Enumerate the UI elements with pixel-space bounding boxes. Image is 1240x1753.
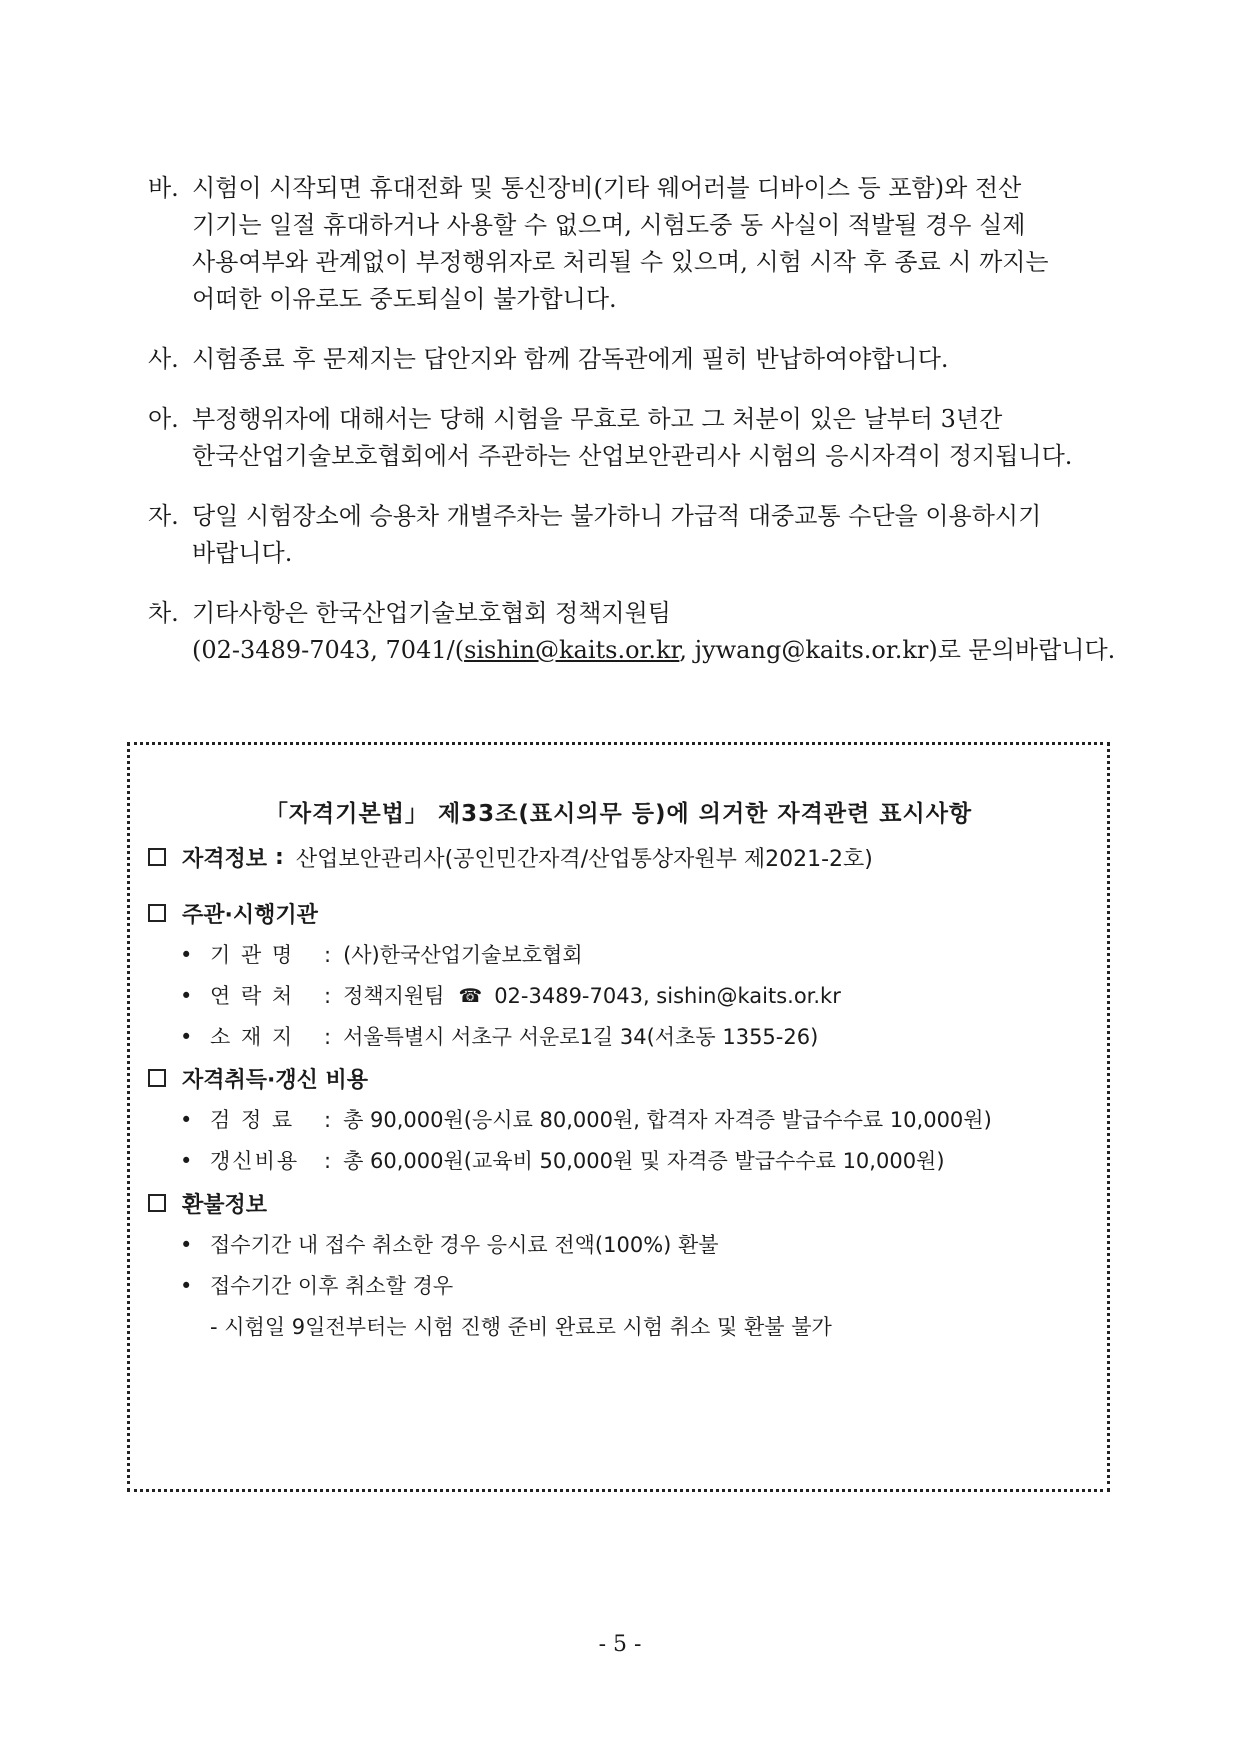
notice-list	[148, 170, 1116, 692]
item-marker: 자.	[148, 502, 179, 530]
item-line: 한국산업기술보호협회에서 주관하는 산업보안관리사 시험의 응시자격이 정지됩니다.	[192, 442, 1073, 470]
list-item: • 검 정 료 : 총 90,000원(응시료 80,000원, 합격자 자격증 발급수수료 10,000원)	[180, 1108, 992, 1132]
section-refund	[148, 1185, 1097, 1348]
item-marker: 바.	[148, 174, 179, 202]
item-text	[192, 498, 1108, 572]
item-line: 어떠한 이유로도 중도퇴실이 불가합니다.	[192, 285, 617, 313]
item-text	[192, 401, 1108, 475]
checkbox-icon	[148, 904, 166, 922]
item-text	[192, 595, 1115, 669]
list-item: • 연 락 처 : 정책지원팀 ☎ 02-3489-7043, sishin@kaits.or.kr	[180, 976, 1097, 1017]
list-item: • 기 관 명 : (사)한국산업기술보호협회	[180, 943, 583, 967]
section-label: 환불정보	[182, 1192, 268, 1218]
refund-subnote: - 시험일 9일전부터는 시험 진행 준비 완료로 시험 취소 및 환불 불가	[210, 1315, 832, 1339]
qual-value: 산업보안관리사(공인민간자격/산업통상자원부 제2021-2호)	[295, 846, 873, 872]
notice-item	[148, 341, 1108, 378]
section-cost	[148, 1060, 1097, 1182]
section-label: 자격정보	[182, 846, 268, 872]
item-marker: 사.	[148, 345, 179, 373]
phone-icon: ☎	[458, 985, 483, 1007]
email-jywang: jywang@kaits.or.kr	[694, 636, 929, 664]
section-label: 주관·시행기관	[182, 902, 318, 928]
list-item: • 소 재 지 : 서울특별시 서초구 서운로1길 34(서초동 1355-26)	[180, 1025, 819, 1049]
notice-item	[148, 401, 1108, 475]
item-line: 바랍니다.	[192, 539, 293, 567]
checkbox-icon	[148, 848, 166, 866]
section-qual-info: 자격정보 : 산업보안관리사(공인민간자격/산업통상자원부 제2021-2호)	[148, 839, 1097, 875]
item-line: 기타사항은 한국산업기술보호협회 정책지원팀	[192, 599, 671, 627]
item-line: 시험이 시작되면 휴대전화 및 통신장비(기타 웨어러블 디바이스 등 포함)와 전산	[192, 174, 1022, 202]
checkbox-icon	[148, 1069, 166, 1087]
notice-item	[148, 170, 1108, 318]
notice-item	[148, 498, 1108, 572]
item-marker: 차.	[148, 599, 179, 627]
item-line: 부정행위자에 대해서는 당해 시험을 무효로 하고 그 처분이 있은 날부터 3년간	[192, 405, 1003, 433]
item-line: 사용여부와 관계없이 부정행위자로 처리될 수 있으며, 시험 시작 후 종료 시 까지는	[192, 248, 1049, 276]
notice-item	[148, 595, 1116, 669]
box-title: 「자격기본법」 제33조(표시의무 등)에 의거한 자격관련 표시사항	[264, 801, 973, 827]
item-line: 시험종료 후 문제지는 답안지와 함께 감독관에게 필히 반납하여야합니다.	[192, 345, 949, 373]
list-item: • 접수기간 내 접수 취소한 경우 응시료 전액(100%) 환불	[180, 1233, 719, 1257]
qualification-info-box	[127, 742, 1110, 1492]
item-line: 기기는 일절 휴대하거나 사용할 수 없으며, 시험도중 동 사실이 적발될 경우 실제	[192, 211, 1026, 239]
checkbox-icon	[148, 1194, 166, 1212]
list-item: • 접수기간 이후 취소할 경우	[180, 1274, 454, 1298]
item-marker: 아.	[148, 405, 179, 433]
item-line: 당일 시험장소에 승용차 개별주차는 불가하니 가급적 대중교통 수단을 이용하시기	[192, 502, 1042, 530]
section-org	[148, 895, 1097, 1058]
page-number: - 5 -	[598, 1632, 642, 1657]
list-item: • 갱신비용 : 총 60,000원(교육비 50,000원 및 자격증 발급수수료 10,000원)	[180, 1149, 945, 1173]
section-label: 자격취득·갱신 비용	[182, 1067, 369, 1093]
item-text	[192, 341, 1108, 378]
contact-line: (02-3489-7043, 7041/(sishin@kaits.or.kr, jywang@kaits.or.kr)로 문의바랍니다.	[192, 636, 1116, 664]
item-text	[192, 170, 1108, 318]
email-link-sishin[interactable]: sishin@kaits.or.kr	[464, 636, 680, 664]
